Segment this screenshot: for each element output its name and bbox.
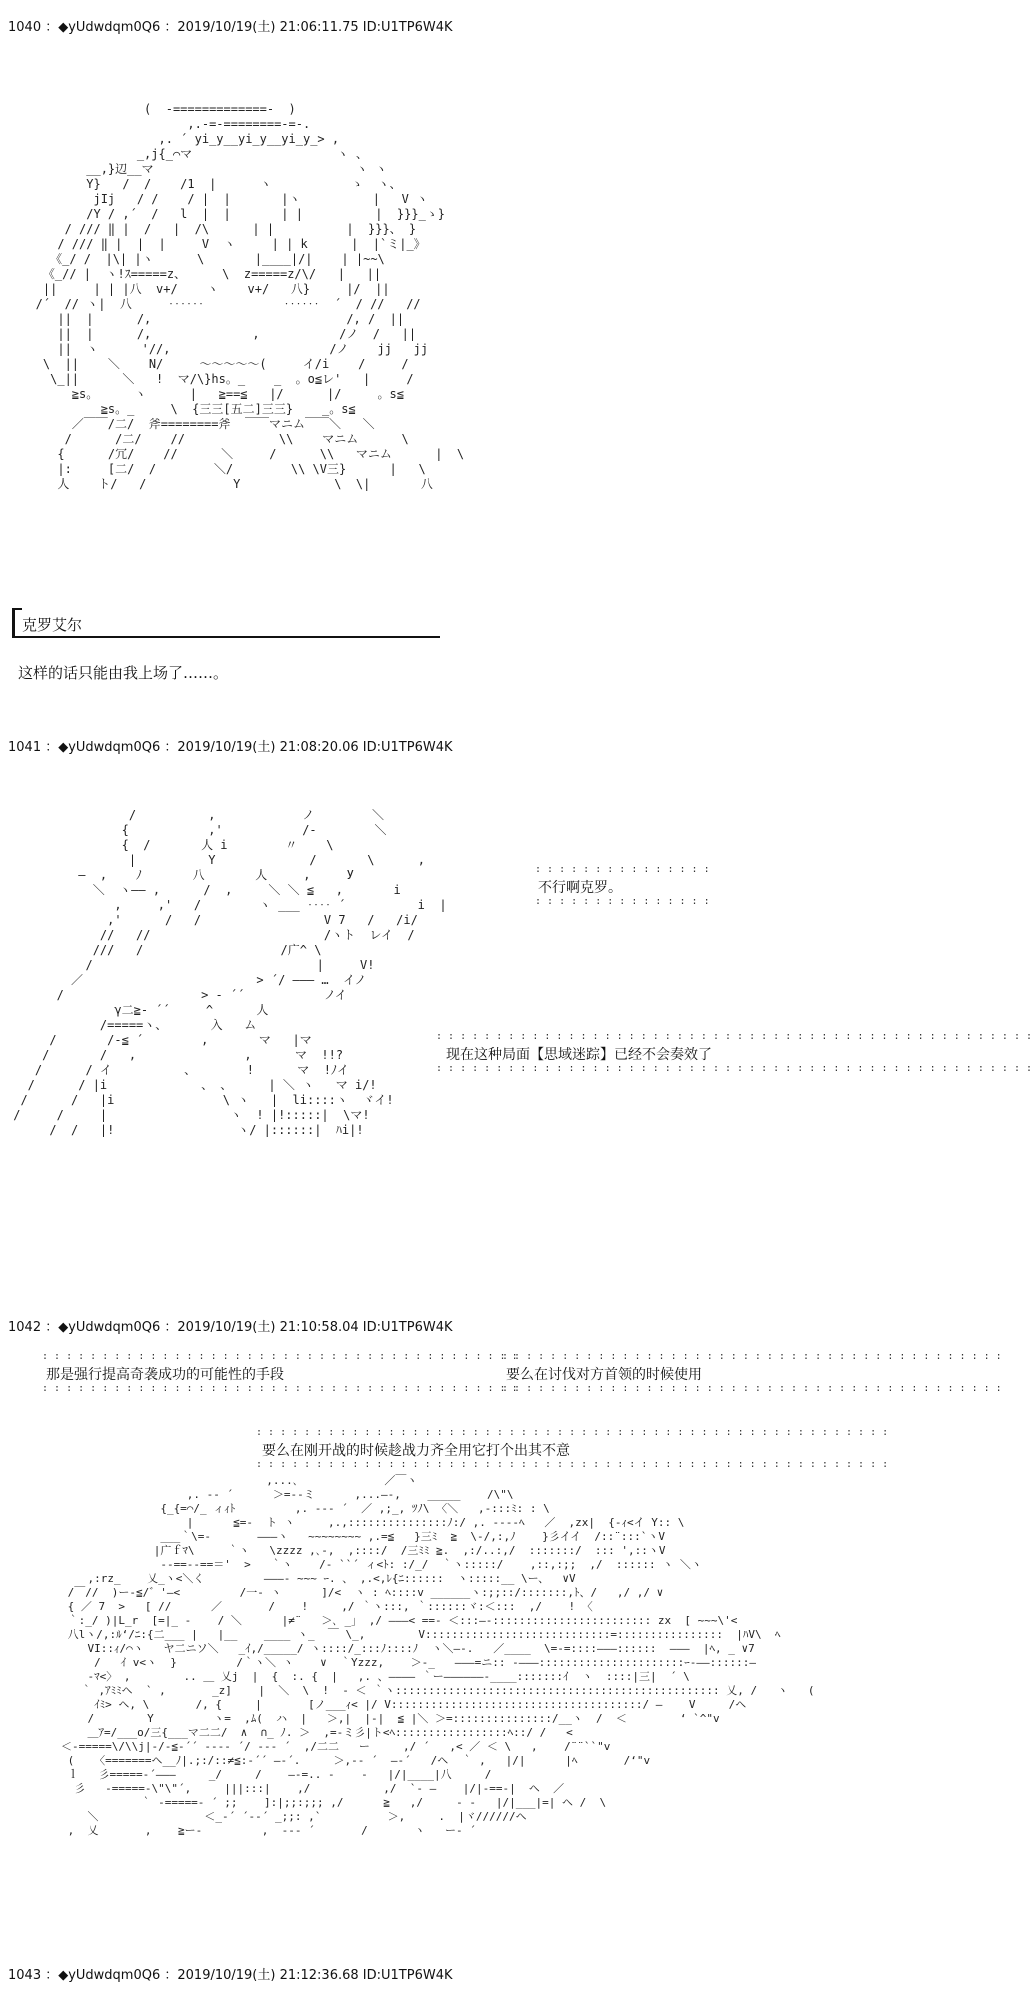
bubble-frame-top: : : : : : : : : : : : : : : : : : : : : : : : : : : : : : : : : : : : : : : : : [42, 1351, 518, 1362]
bubble-frame-top: : : : : : : : : : : : : : : : : : : : : : : : : : : : : : : : : : : : : : : : : : : [502, 1351, 1002, 1362]
speech-bubble-2: 要么在讨伐对方首领的时候使用 [506, 1367, 702, 1383]
speech-bubble-1: 不行啊克罗。 [538, 880, 622, 896]
post-header-1043: 1043 ：◆yUdwdqm0Q6 ：2019/10/19(土) 21:12:36.68 ID:U1TP6W4K [8, 1968, 453, 1983]
speech-bubble-3: 要么在刚开战的时候趁战力齐全用它打个出其不意 [262, 1443, 570, 1459]
speech-bubble-1: 那是强行提高奇袭成功的可能性的手段 [46, 1367, 284, 1383]
speech-bubble-2: 现在这种局面【思域迷踪】已经不会奏效了 [446, 1047, 712, 1063]
dialogue-line: 这样的话只能由我上场了……。 [18, 664, 229, 682]
bubble-frame-bottom: : : : : : : : : : : : : : : : : : : : : : : : : : : : : : : : : : : : : : : : : [42, 1383, 518, 1394]
bubble-frame-top: : : : : : : : : : : : : : : : : : : : : : : : : : : : : : : : : : : : : : : : : : : : : : : : : : : [436, 1031, 1032, 1042]
speaker-box-top-line [12, 608, 22, 610]
bubble-frame-bottom: : : : : : : : : : : : : : : : [535, 896, 710, 907]
bubble-frame-top: : : : : : : : : : : : : : : : : : : : : : : : : : : : : : : : : : : : : : : : : : : : : : : : : : : : : : [256, 1427, 889, 1438]
post-header-1042: 1042 ：◆yUdwdqm0Q6 ：2019/10/19(土) 21:10:58.04 ID:U1TP6W4K [8, 1320, 453, 1335]
speaker-box [12, 608, 440, 638]
speaker-box-left-bar [12, 608, 15, 638]
ascii-art-character-portrait: ( -=============- ) ,.-=‐========‐=-. ,. ´ yi_y__yi_y__yi_y_> , _,j{_⌒マ ヽ 、 __,}辺__マ ヽ ヽ Y} / / /1 | ヽ ゝ ヽ、 jIj / / / | | |ヽ | V ヽ /Y / ,´ / l | | | | | }}}_ゝ} / /// ‖ | / | /\ | | | }}}、 } / /// ‖ | | | V ヽ | | k | |`ミ|_》 《_/ / |\| |ヽ \ |____|/| | |~~\ 《_// | ヽ!ｽ=====z、 \ z=====z/\/ | || || | | |八 v+/ ヽ v+/ 八} |/ || /´ // ヽ| 八 ‥‥‥ ‥‥‥ ´ / // // || | /, /, / || || | /, , /ノ / || || ヽ '//, /ノ jj jj \ || ＼ N/ ～～～～～( イ/i / / \_|| ＼ ! マ/\}hs。_ _ 。o≦レ' | / ≧s。 ヽ | ≧==≦ |/ |/ 。s≦ ≧s。_ \ {三三[五二]三三} _。s≦ ／￣￣/二/ 斧========斧 ￣￣マニム￣￣＼ ＼ / /二/ // \\ マニム \ { /冗/ // ＼ / \\ マニム | \ |: [二/ / ＼/ \\ \V三} | \ 人 ト/ / Y \ \| 八 [35, 102, 465, 491]
post-header-1041: 1041 ：◆yUdwdqm0Q6 ：2019/10/19(土) 21:08:20.06 ID:U1TP6W4K [8, 740, 453, 755]
ascii-art-battle-scene: ,...､ ／￣ヽ ,. -‐ ´ ＞=‐-ミ ,...―‐, _____ /\"\ {_{=⌒/_ ィｨﾄ ,. --‐ ´ ／ ,;_, ﾂﾉ\ 〈＼ ,-:::ﾐ: : \ | ≦=- ト ヽ ,.,:::::::::::::::ﾉ:/ ,. ----ﾍ ／ ,zx| {-ｨ<イ Y:: \ ___｀\=- ―――ヽ ~~~~~~~~ ,.=≦ }三ﾐ ≧ \-/,:,ﾉ }彡イイ /::¨:::`ヽV |广ｆﾏ\ ｀ヽ \zzzz ,､-, ,::::/ /三ﾐﾐ ≧. ,:/..:,/ :::::::/ ::: ',::ヽV -‐==‐-==＝' > ｀ヽ /- ``´ ィ<ﾄ: :/_/ ｀ヽ:::::/ ,::,:;; ,/ :::::: ヽ ＼ヽ ,:rz_ 乂_ヽ<＼く ―――‐ ~~~ ｰ. 、 ,.<,ﾚ{ﾆ:::::: ヽ:::::__ \ー、 ∨V /￣// )ー‐≦/゛'―< /一‐ ヽ ]/< ヽ : ﾍ::::v ______ヽ:;;::/:::::::,ﾄ、/ ,/ ,/ ∨ { ／ 7 > [ // ／ / ! ,/ ｀ヽ:::, ｀::::::ヾ:＜::: ,/ ! 〈 ｀:_/ )|L_r [=|_ - / ＼ |≠¨ ＞､ _」 ,/ ―――< ==‐ ＜:::―‐:::::::::::::::::::::::: zx [ ~~~\'< 八lヽ/,:ﾙ‘/ﾆ:{二___ | |__ ____ ヽ_ ￣ \_, V::::::::::::::::::::::::::::=:::::::::::::::: |ﾊV\ ﾍ VI::ｨ/⌒ヽ ヤ二ニソ＼ _ｲ,/_____/ ヽ::::/_:::ﾉ::::ﾉ ヽ＼―‐. ／____ \=-=::::―――:::::: ――― |ﾍ, _ ∨7 / ｲ v<ヽ } /｀ヽ＼ ヽ ∨ ｀Yzzz, ＞‐_ ―――=ニ:: -―――::::::::::::::::::::::ｰ‐――::::::― -ﾏ<〉 , .. ＿ 乂j | { :. { | ,. 、―――― ｀ー――――――-____:::::::ｲ ヽ ::::|三| ´ \ ｀ ,ｱﾐﾐヘ ` , _z] | ＼ \ ! ‐ ＜ ｀ヽ::::::::::::::::::::::::::::::::::::::::::::::::: 乂, / ヽ ( ｲﾐ> ヘ, \ /, { | [ノ___ｨ< |/ V::::::::::::::::::::::::::::::::::::::/ ― V /ヘ / Y ヽ= ,ﾑ( ハ | ＞,| |-| ≦ |＼ ＞=:::::::::::::::/__ヽ / ＜ ‘ `^"v ＿ｱ=/___o/三{___マ二二/ ∧ ∩_ ﾉ. ＞ ,=‐ミ彡|ト<ﾍ:::::::::::::::::ﾍ::/ / < ＜‐=====\/\\j|-/-≦‐´´ ---‐ ´/ --‐ ´ ,/二二 ー ,/ ´ ,< ／ ＜ \ , /¨¨``"v ( 〈=======ヘ__ﾉ|.;:/::≠≦:‐´´ ―‐´. ＞,-‐ ´ ―‐´ /ヘ ｀ , |/| |ﾍ /‘"v ｌ 彡=====‐´――― _/ / ―‐=.. - ‐ |/|____|八 / 彡 -=====‐\"\"´, |||:::| ,/ ,/ `- ― |/|-==-| ヘ ／ ｀ ‐=====‐ ´ ;; ]:|;;:;;; ,/ ≧ ,/ - ‐ |/|___|=| ヘ / \ ＼ ＜_‐´ ´‐‐´ _;;: ,` ＞, . |ヾ//////ヘ , 乂 , ≧ー‐ , --‐ ´ / ヽ ー‐ ´ [60, 1474, 815, 1837]
bubble-frame-bottom: : : : : : : : : : : : : : : : : : : : : : : : : : : : : : : : : : : : : : : : : : : : : : : : : : : : : : [256, 1459, 889, 1470]
bubble-frame-bottom: : : : : : : : : : : : : : : : : : : : : : : : : : : : : : : : : : : : : : : : : : : : : : : : : : : [436, 1063, 1032, 1074]
speaker-name: 克罗艾尔 [22, 616, 83, 634]
bubble-frame-bottom: : : : : : : : : : : : : : : : : : : : : : : : : : : : : : : : : : : : : : : : : : : [502, 1383, 1002, 1394]
bubble-frame-top: : : : : : : : : : : : : : : : [535, 864, 710, 875]
speaker-box-bottom-line [12, 636, 440, 638]
ascii-art-hair-figure: / , ノ ＼ { ,' /‐ ＼ { / 人 i 〃 \ | Y / \ , ― , ﾉ 八 人 , У ＼ ヽ―― , / , ＼ ＼ ≦ , i , ,' / ヽ ___ ‥‥ ´ i | ,' / / V 7 / /i/ // // /ヽト レイ / /// / /广^ \ / | V! ／ > ´/ ――― … イノ / > ‐ ´´ ノイ γ二≧‐ ´´ ^ 人 /=====ヽ、 入 ム / /-≦ ´ , マ |マ / / , , マ !!? / / イ 、 ! マ !ﾉイ / / |i 、 、 | ＼ ヽ マ i/! / / |i \ ヽ | li::::ヽ ヾイ! / / | ヽ ! |!:::::| \マ! / / |! ヽ/ |::::::| ﾊi|! [13, 808, 447, 1137]
post-header-1040: 1040 ：◆yUdwdqm0Q6 ：2019/10/19(土) 21:06:11.75 ID:U1TP6W4K [8, 20, 453, 35]
